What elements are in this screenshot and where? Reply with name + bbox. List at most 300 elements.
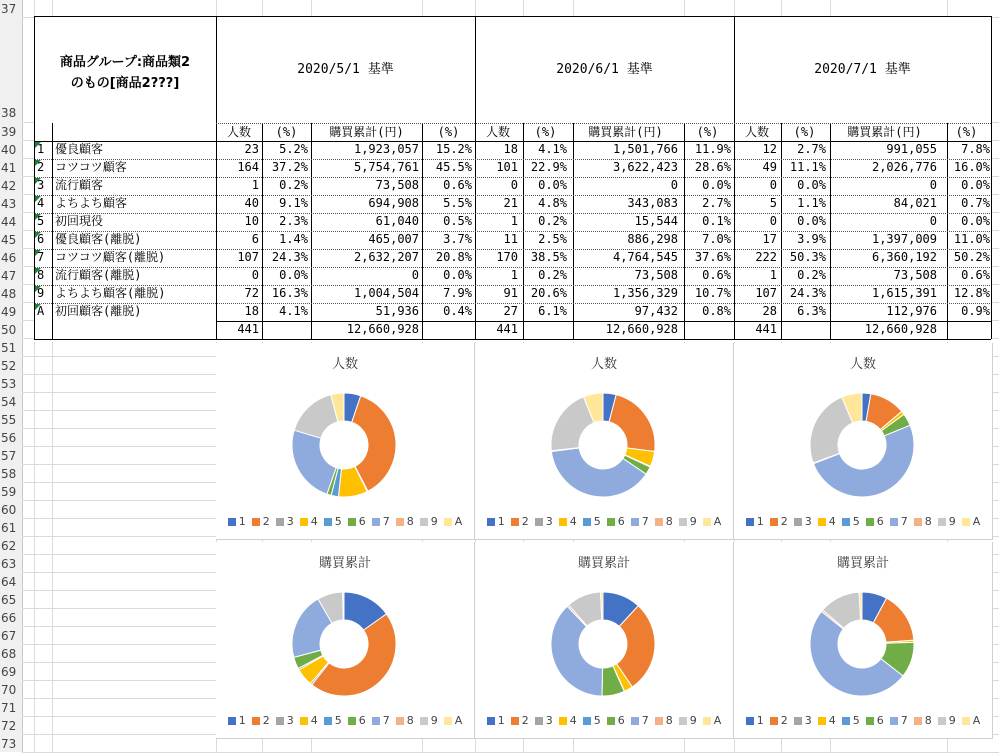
value-cell[interactable]: 6.1%: [538, 304, 567, 318]
value-cell[interactable]: 84,021: [893, 196, 937, 210]
segment-code[interactable]: 2: [37, 160, 45, 174]
legend-swatch: [631, 518, 639, 526]
row-number[interactable]: 39: [1, 124, 17, 139]
legend-swatch: [559, 518, 567, 526]
segment-name[interactable]: 初回現役: [55, 214, 104, 228]
row-number[interactable]: 72: [1, 718, 17, 733]
value-cell[interactable]: 40: [244, 196, 259, 210]
donut-chart[interactable]: [734, 542, 993, 739]
segment-code[interactable]: 1: [37, 142, 45, 156]
legend-label: 8: [406, 714, 414, 727]
legend-item[interactable]: [914, 515, 932, 528]
value-cell[interactable]: 12.8%: [953, 286, 990, 300]
legend-item[interactable]: [420, 714, 438, 727]
legend-item[interactable]: [324, 714, 342, 727]
value-cell[interactable]: 2.5%: [538, 232, 567, 246]
value-cell[interactable]: 0.0%: [797, 214, 826, 228]
legend-item[interactable]: [559, 515, 577, 528]
value-cell[interactable]: 5: [769, 196, 777, 210]
legend-swatch: [938, 717, 946, 725]
segment-name[interactable]: 流行顧客(離脱): [55, 268, 142, 282]
legend-item[interactable]: [866, 714, 884, 727]
value-cell[interactable]: 343,083: [627, 196, 678, 210]
legend-swatch: [938, 518, 946, 526]
value-cell[interactable]: 0: [670, 178, 678, 192]
value-cell[interactable]: 38.5%: [530, 250, 567, 264]
legend-item[interactable]: [679, 714, 697, 727]
segment-name[interactable]: コツコツ顧客: [55, 160, 127, 174]
value-cell[interactable]: 18: [244, 304, 259, 318]
segment-code[interactable]: 7: [37, 250, 45, 264]
value-cell[interactable]: 1,004,504: [353, 286, 419, 300]
segment-name[interactable]: コツコツ顧客(離脱): [55, 250, 166, 264]
row-number[interactable]: 51: [1, 340, 17, 355]
value-cell[interactable]: 0: [929, 214, 937, 228]
value-cell[interactable]: 50.2%: [953, 250, 990, 264]
legend-item[interactable]: [276, 515, 294, 528]
legend-item[interactable]: [348, 515, 366, 528]
row-number[interactable]: 69: [1, 664, 17, 679]
value-cell[interactable]: 11.0%: [953, 232, 990, 246]
legend-item[interactable]: [890, 714, 908, 727]
segment-code[interactable]: A: [37, 304, 45, 318]
value-cell[interactable]: 164: [237, 160, 259, 174]
value-cell[interactable]: 11.1%: [789, 160, 826, 174]
value-cell[interactable]: 27: [503, 304, 518, 318]
value-cell[interactable]: 465,007: [368, 232, 419, 246]
row-number[interactable]: 73: [1, 736, 17, 751]
legend-swatch: [890, 717, 898, 725]
segment-name[interactable]: 初回顧客(離脱): [55, 304, 142, 318]
legend-item[interactable]: [746, 714, 764, 727]
legend-label: 2: [262, 515, 270, 528]
legend-item[interactable]: [866, 515, 884, 528]
segment-name[interactable]: よちよち顧客(離脱): [55, 286, 166, 300]
row-number[interactable]: 66: [1, 610, 17, 625]
value-cell[interactable]: 1: [769, 268, 777, 282]
value-cell[interactable]: 18: [503, 142, 518, 156]
row-number[interactable]: 37: [1, 1, 17, 16]
row-number[interactable]: 38: [1, 106, 17, 120]
legend-item[interactable]: [444, 714, 463, 727]
value-cell[interactable]: 107: [755, 286, 777, 300]
legend-item[interactable]: [703, 714, 722, 727]
segment-name[interactable]: 優良顧客: [55, 142, 104, 156]
row-number[interactable]: 49: [1, 304, 17, 319]
value-cell[interactable]: 20.8%: [435, 250, 472, 264]
chart-legend: [734, 515, 992, 528]
legend-item[interactable]: [487, 515, 505, 528]
value-cell[interactable]: 12: [762, 142, 777, 156]
group-title-line2: のもの[商品2???]: [70, 76, 180, 91]
value-cell[interactable]: 61,040: [375, 214, 419, 228]
legend-item[interactable]: [818, 714, 836, 727]
legend-item[interactable]: [559, 714, 577, 727]
value-cell[interactable]: 2.7%: [797, 142, 826, 156]
legend-item[interactable]: [842, 515, 860, 528]
value-cell[interactable]: 107: [237, 250, 259, 264]
value-cell[interactable]: 10.7%: [694, 286, 731, 300]
value-cell[interactable]: 72: [244, 286, 259, 300]
value-cell[interactable]: 1,356,329: [612, 286, 678, 300]
value-cell[interactable]: 4.1%: [538, 142, 567, 156]
value-cell[interactable]: 1.1%: [797, 196, 826, 210]
legend-item[interactable]: [962, 515, 981, 528]
legend-item[interactable]: [655, 714, 673, 727]
legend-label: 9: [689, 515, 697, 528]
value-cell[interactable]: 5.2%: [279, 142, 308, 156]
value-cell[interactable]: 112,976: [886, 304, 937, 318]
legend-item[interactable]: [607, 515, 625, 528]
table-border: [34, 339, 991, 340]
legend-item[interactable]: [818, 515, 836, 528]
legend-item[interactable]: [228, 714, 246, 727]
row-number[interactable]: 40: [1, 142, 17, 157]
value-cell[interactable]: 0.2%: [279, 178, 308, 192]
value-cell[interactable]: 2,632,207: [353, 250, 419, 264]
legend-item[interactable]: [228, 515, 246, 528]
row-number[interactable]: 41: [1, 160, 17, 175]
total-amount[interactable]: 12,660,928: [605, 322, 678, 336]
value-cell[interactable]: 21: [503, 196, 518, 210]
group-title: [34, 52, 216, 94]
legend-swatch: [252, 717, 260, 725]
row-number[interactable]: 56: [1, 430, 17, 445]
slice-7[interactable]: [292, 430, 336, 494]
value-cell[interactable]: 1: [510, 214, 518, 228]
legend-item[interactable]: [444, 515, 463, 528]
legend-item[interactable]: [372, 515, 390, 528]
donut-chart[interactable]: [475, 343, 734, 540]
value-cell[interactable]: 23: [244, 142, 259, 156]
value-cell[interactable]: 1,923,057: [353, 142, 419, 156]
col-header: (%): [793, 125, 816, 139]
row-number[interactable]: 63: [1, 556, 17, 571]
legend-label: 9: [430, 714, 438, 727]
value-cell[interactable]: 2.3%: [279, 214, 308, 228]
donut-chart[interactable]: [216, 343, 475, 540]
legend-item[interactable]: [252, 714, 270, 727]
legend-item[interactable]: [396, 515, 414, 528]
value-cell[interactable]: 3,622,423: [612, 160, 678, 174]
value-cell[interactable]: 0: [411, 268, 419, 282]
row-number[interactable]: 59: [1, 484, 17, 499]
legend-item[interactable]: [842, 714, 860, 727]
value-cell[interactable]: 28: [762, 304, 777, 318]
legend-item[interactable]: [276, 714, 294, 727]
value-cell[interactable]: 222: [755, 250, 777, 264]
legend-item[interactable]: [770, 714, 788, 727]
row-number[interactable]: 44: [1, 214, 17, 229]
total-count[interactable]: 441: [496, 322, 518, 336]
value-cell[interactable]: 1: [251, 178, 259, 192]
legend-label: 4: [828, 714, 836, 727]
donut-chart[interactable]: [216, 542, 475, 739]
segment-code[interactable]: 6: [37, 232, 45, 246]
value-cell[interactable]: 51,936: [375, 304, 419, 318]
segment-code[interactable]: 8: [37, 268, 45, 282]
donut-chart[interactable]: [475, 542, 734, 739]
value-cell[interactable]: 0: [510, 178, 518, 192]
donut-svg: [809, 591, 915, 697]
value-cell[interactable]: 0.6%: [702, 268, 731, 282]
legend-label: 3: [804, 515, 812, 528]
legend-item[interactable]: [890, 515, 908, 528]
value-cell[interactable]: 0.1%: [702, 214, 731, 228]
segment-code[interactable]: 3: [37, 178, 45, 192]
value-cell[interactable]: 1.4%: [279, 232, 308, 246]
segment-code[interactable]: 9: [37, 286, 45, 300]
row-number[interactable]: 46: [1, 250, 17, 265]
legend-item[interactable]: [511, 515, 529, 528]
value-cell[interactable]: 91: [503, 286, 518, 300]
value-cell[interactable]: 50.3%: [789, 250, 826, 264]
legend-item[interactable]: [324, 515, 342, 528]
value-cell[interactable]: 73,508: [375, 178, 419, 192]
value-cell[interactable]: 97,432: [634, 304, 678, 318]
chart-title: 人数: [849, 357, 876, 372]
value-cell[interactable]: 4.1%: [279, 304, 308, 318]
legend-item[interactable]: [746, 515, 764, 528]
legend-swatch: [914, 518, 922, 526]
value-cell[interactable]: 5,754,761: [353, 160, 419, 174]
value-cell[interactable]: 1,397,009: [871, 232, 937, 246]
value-cell[interactable]: 0: [251, 268, 259, 282]
legend-swatch: [276, 717, 284, 725]
value-cell[interactable]: 0.0%: [797, 178, 826, 192]
total-amount[interactable]: 12,660,928: [346, 322, 419, 336]
segment-name[interactable]: 優良顧客(離脱): [55, 232, 142, 246]
group-title-line1: 商品グループ:商品類2: [59, 55, 191, 70]
value-cell[interactable]: 7.9%: [443, 286, 472, 300]
legend-item[interactable]: [794, 714, 812, 727]
legend-item[interactable]: [583, 714, 601, 727]
legend-item[interactable]: [396, 714, 414, 727]
legend-swatch: [487, 717, 495, 725]
legend-swatch: [300, 518, 308, 526]
value-cell[interactable]: 73,508: [893, 268, 937, 282]
legend-item[interactable]: [631, 515, 649, 528]
value-cell[interactable]: 0: [929, 178, 937, 192]
legend-label: 2: [521, 515, 529, 528]
value-cell[interactable]: 73,508: [634, 268, 678, 282]
legend-label: 3: [545, 515, 553, 528]
value-cell[interactable]: 20.6%: [530, 286, 567, 300]
legend-item[interactable]: [300, 515, 318, 528]
value-cell[interactable]: 170: [496, 250, 518, 264]
donut-chart[interactable]: [734, 343, 993, 540]
row-number[interactable]: 62: [1, 538, 17, 553]
total-count[interactable]: 441: [237, 322, 259, 336]
value-cell[interactable]: 11: [503, 232, 518, 246]
slice-A[interactable]: [343, 592, 344, 620]
legend-label: 5: [334, 714, 342, 727]
col-header: 人数: [226, 125, 251, 139]
row-header[interactable]: [0, 0, 23, 752]
legend-item[interactable]: [300, 714, 318, 727]
legend-item[interactable]: [962, 714, 981, 727]
row-number[interactable]: 55: [1, 412, 17, 427]
value-cell[interactable]: 0.0%: [538, 178, 567, 192]
row-number[interactable]: 57: [1, 448, 17, 463]
row-number[interactable]: 52: [1, 358, 17, 373]
legend-item[interactable]: [703, 515, 722, 528]
slice-9[interactable]: [294, 395, 338, 438]
value-cell[interactable]: 0.5%: [443, 214, 472, 228]
legend-label: 3: [286, 714, 294, 727]
row-number[interactable]: 60: [1, 502, 17, 517]
value-cell[interactable]: 1: [510, 268, 518, 282]
row-number[interactable]: 70: [1, 682, 17, 697]
legend-item[interactable]: [607, 714, 625, 727]
legend-item[interactable]: [679, 515, 697, 528]
value-cell[interactable]: 15.2%: [435, 142, 472, 156]
value-cell[interactable]: 4,764,545: [612, 250, 678, 264]
legend-item[interactable]: [938, 714, 956, 727]
value-cell[interactable]: 7.0%: [702, 232, 731, 246]
slice-2[interactable]: [609, 395, 655, 452]
value-cell[interactable]: 1,615,391: [871, 286, 937, 300]
value-cell[interactable]: 0.2%: [538, 214, 567, 228]
donut-svg: [291, 392, 397, 498]
chart-legend: [475, 714, 733, 727]
value-cell[interactable]: 22.9%: [530, 160, 567, 174]
segment-name[interactable]: よちよち顧客: [55, 196, 128, 210]
value-cell[interactable]: 0.0%: [443, 268, 472, 282]
value-cell[interactable]: 10: [244, 214, 259, 228]
legend-item[interactable]: [583, 515, 601, 528]
value-cell[interactable]: 101: [496, 160, 518, 174]
value-cell[interactable]: 0.7%: [961, 196, 990, 210]
legend-label: 6: [358, 714, 366, 727]
legend-item[interactable]: [770, 515, 788, 528]
value-cell[interactable]: 49: [762, 160, 777, 174]
legend-item[interactable]: [420, 515, 438, 528]
value-cell[interactable]: 17: [762, 232, 777, 246]
value-cell[interactable]: 886,298: [627, 232, 678, 246]
row-number[interactable]: 45: [1, 232, 17, 247]
value-cell[interactable]: 694,908: [368, 196, 419, 210]
value-cell[interactable]: 0.9%: [961, 304, 990, 318]
segment-name[interactable]: 流行顧客: [55, 178, 104, 192]
legend-label: 1: [756, 714, 764, 727]
total-amount[interactable]: 12,660,928: [864, 322, 937, 336]
segment-code[interactable]: 4: [37, 196, 45, 210]
value-cell[interactable]: 15,544: [634, 214, 678, 228]
row-number[interactable]: 64: [1, 574, 17, 589]
segment-code[interactable]: 5: [37, 214, 45, 228]
value-cell[interactable]: 0.2%: [797, 268, 826, 282]
legend-item[interactable]: [535, 714, 553, 727]
value-cell[interactable]: 0: [769, 214, 777, 228]
legend-swatch: [511, 518, 519, 526]
value-cell[interactable]: 2.7%: [702, 196, 731, 210]
legend-label: A: [972, 515, 981, 528]
row-number[interactable]: 54: [1, 394, 17, 409]
col-header: 購買累計(円): [329, 125, 404, 139]
value-cell[interactable]: 28.6%: [694, 160, 731, 174]
value-cell[interactable]: 0.4%: [443, 304, 472, 318]
value-cell[interactable]: 45.5%: [435, 160, 472, 174]
total-count[interactable]: 441: [755, 322, 777, 336]
value-cell[interactable]: 0.6%: [443, 178, 472, 192]
legend-item[interactable]: [655, 515, 673, 528]
row-number[interactable]: 67: [1, 628, 17, 643]
value-cell[interactable]: 9.1%: [279, 196, 308, 210]
row-number[interactable]: 65: [1, 592, 17, 607]
value-cell[interactable]: 11.9%: [694, 142, 731, 156]
legend-label: 4: [569, 515, 577, 528]
value-cell[interactable]: 0.0%: [279, 268, 308, 282]
value-cell[interactable]: 0.0%: [702, 178, 731, 192]
legend-item[interactable]: [372, 714, 390, 727]
segment-table[interactable]: [34, 16, 991, 342]
value-cell[interactable]: 5.5%: [443, 196, 472, 210]
row-number[interactable]: 58: [1, 466, 17, 481]
value-cell[interactable]: 37.6%: [694, 250, 731, 264]
row-number[interactable]: 47: [1, 268, 17, 283]
row-number[interactable]: 43: [1, 196, 17, 211]
legend-swatch: [228, 518, 236, 526]
value-cell[interactable]: 24.3%: [789, 286, 826, 300]
value-cell[interactable]: 37.2%: [271, 160, 308, 174]
legend-swatch: [396, 518, 404, 526]
row-number[interactable]: 42: [1, 178, 17, 193]
value-cell[interactable]: 1,501,766: [612, 142, 678, 156]
value-cell[interactable]: 4.8%: [538, 196, 567, 210]
value-cell[interactable]: 0: [769, 178, 777, 192]
legend-item[interactable]: [631, 714, 649, 727]
value-cell[interactable]: 16.3%: [271, 286, 308, 300]
value-cell[interactable]: 0.0%: [961, 178, 990, 192]
row-number[interactable]: 50: [1, 322, 17, 337]
value-cell[interactable]: 0.2%: [538, 268, 567, 282]
value-cell[interactable]: 7.8%: [961, 142, 990, 156]
legend-item[interactable]: [794, 515, 812, 528]
value-cell[interactable]: 6: [251, 232, 259, 246]
row-number[interactable]: 48: [1, 286, 17, 301]
legend-swatch: [348, 518, 356, 526]
legend-label: 4: [310, 714, 318, 727]
legend-item[interactable]: [252, 515, 270, 528]
row-number[interactable]: 68: [1, 646, 17, 661]
legend-label: 1: [756, 515, 764, 528]
value-cell[interactable]: 6.3%: [797, 304, 826, 318]
value-cell[interactable]: 991,055: [886, 142, 937, 156]
row-number[interactable]: 61: [1, 520, 17, 535]
value-cell[interactable]: 6,360,192: [871, 250, 937, 264]
value-cell[interactable]: 3.7%: [443, 232, 472, 246]
legend-item[interactable]: [535, 515, 553, 528]
value-cell[interactable]: 0.0%: [961, 214, 990, 228]
legend-item[interactable]: [914, 714, 932, 727]
value-cell[interactable]: 0.8%: [702, 304, 731, 318]
row-number[interactable]: 53: [1, 376, 17, 391]
row-number[interactable]: 71: [1, 700, 17, 715]
legend-item[interactable]: [348, 714, 366, 727]
legend-item[interactable]: [938, 515, 956, 528]
value-cell[interactable]: 24.3%: [271, 250, 308, 264]
value-cell[interactable]: 3.9%: [797, 232, 826, 246]
donut-svg: [291, 591, 397, 697]
legend-swatch: [914, 717, 922, 725]
value-cell[interactable]: 0.6%: [961, 268, 990, 282]
legend-swatch: [535, 518, 543, 526]
legend-item[interactable]: [511, 714, 529, 727]
value-cell[interactable]: 16.0%: [953, 160, 990, 174]
value-cell[interactable]: 2,026,776: [871, 160, 937, 174]
legend-item[interactable]: [487, 714, 505, 727]
